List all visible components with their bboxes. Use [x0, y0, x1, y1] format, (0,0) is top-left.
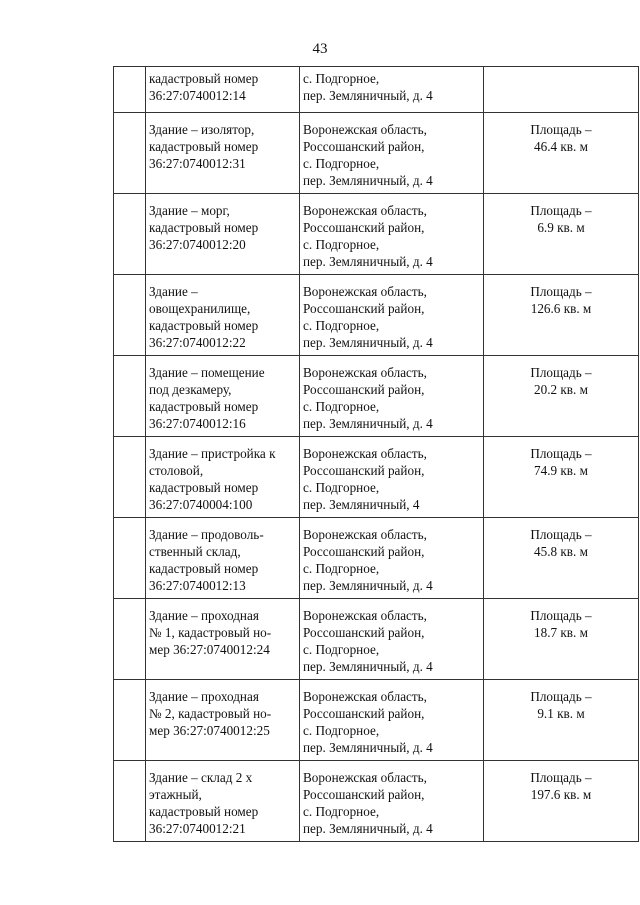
- address-line: Воронежская область,: [303, 527, 427, 542]
- object-name-line: Здание – проходная: [149, 608, 259, 623]
- object-name-line: Здание – изолятор,: [149, 122, 255, 137]
- address-cell: [300, 356, 484, 437]
- object-name-line: Здание – помещение: [149, 365, 265, 380]
- number-cell: [114, 194, 146, 275]
- address-line: пер. Земляничный, д. 4: [303, 659, 433, 674]
- area-line: Площадь –: [530, 122, 592, 137]
- address-line: Россошанский район,: [303, 787, 425, 802]
- property-table-body: [114, 67, 639, 842]
- table-row: [114, 194, 639, 275]
- address-line: Воронежская область,: [303, 446, 427, 461]
- address-cell: [300, 599, 484, 680]
- address-line: Воронежская область,: [303, 608, 427, 623]
- page-number: 43: [312, 41, 328, 57]
- object-name-line: под дезкамеру,: [149, 382, 232, 397]
- address-cell: [300, 518, 484, 599]
- area-line: Площадь –: [530, 527, 592, 542]
- object-name-cell: [146, 680, 300, 761]
- object-name-line: столовой,: [149, 463, 204, 478]
- area-cell: [484, 518, 639, 599]
- number-cell: [114, 275, 146, 356]
- address-line: пер. Земляничный, д. 4: [303, 740, 433, 755]
- address-line: с. Подгорное,: [303, 723, 380, 738]
- area-line: Площадь –: [530, 365, 592, 380]
- address-line: Россошанский район,: [303, 382, 425, 397]
- address-line: Россошанский район,: [303, 544, 425, 559]
- number-cell: [114, 113, 146, 194]
- area-cell: [484, 680, 639, 761]
- address-line: с. Подгорное,: [303, 561, 380, 576]
- area-cell: [484, 275, 639, 356]
- area-line: Площадь –: [530, 284, 592, 299]
- address-cell: [300, 680, 484, 761]
- object-name-line: 36:27:0740012:31: [149, 156, 246, 171]
- area-line: 74.9 кв. м: [534, 463, 588, 478]
- object-name-line: этажный,: [149, 787, 202, 802]
- table-row: [114, 437, 639, 518]
- address-cell: [300, 275, 484, 356]
- object-name-cell: [146, 275, 300, 356]
- area-cell: [484, 599, 639, 680]
- address-line: Россошанский район,: [303, 220, 425, 235]
- area-line: 18.7 кв. м: [534, 625, 588, 640]
- area-line: Площадь –: [530, 608, 592, 623]
- area-cell: [484, 437, 639, 518]
- table-row: [114, 518, 639, 599]
- object-name-line: 36:27:0740004:100: [149, 497, 253, 512]
- address-line: Россошанский район,: [303, 139, 425, 154]
- object-name-cell: [146, 518, 300, 599]
- area-line: Площадь –: [530, 203, 592, 218]
- address-line: Воронежская область,: [303, 365, 427, 380]
- object-name-line: Здание – морг,: [149, 203, 230, 218]
- area-line: 126.6 кв. м: [530, 301, 592, 316]
- number-cell: [114, 680, 146, 761]
- object-name-line: Здание –: [149, 284, 198, 299]
- object-name-cell: [146, 599, 300, 680]
- area-cell: [484, 67, 639, 113]
- address-line: с. Подгорное,: [303, 237, 380, 252]
- area-line: Площадь –: [530, 689, 592, 704]
- address-line: с. Подгорное,: [303, 480, 380, 495]
- area-cell: [484, 113, 639, 194]
- object-name-line: 36:27:0740012:22: [149, 335, 246, 350]
- object-name-line: кадастровый номер: [149, 139, 259, 154]
- address-line: пер. Земляничный, д. 4: [303, 335, 433, 350]
- address-line: Воронежская область,: [303, 122, 427, 137]
- address-line: Россошанский район,: [303, 301, 425, 316]
- address-line: с. Подгорное,: [303, 642, 380, 657]
- table-row: [114, 761, 639, 842]
- address-line: Воронежская область,: [303, 203, 427, 218]
- address-line: пер. Земляничный, д. 4: [303, 821, 433, 836]
- area-line: 6.9 кв. м: [537, 220, 585, 235]
- address-line: с. Подгорное,: [303, 318, 380, 333]
- address-line: Россошанский район,: [303, 706, 425, 721]
- object-name-line: кадастровый номер: [149, 71, 259, 86]
- object-name-cell: [146, 113, 300, 194]
- address-line: с. Подгорное,: [303, 156, 380, 171]
- table-row: [114, 599, 639, 680]
- object-name-line: 36:27:0740012:13: [149, 578, 246, 593]
- number-cell: [114, 356, 146, 437]
- address-line: с. Подгорное,: [303, 399, 380, 414]
- area-line: 9.1 кв. м: [537, 706, 585, 721]
- object-name-line: 36:27:0740012:20: [149, 237, 246, 252]
- address-cell: [300, 67, 484, 113]
- address-line: с. Подгорное,: [303, 71, 380, 86]
- area-line: 46.4 кв. м: [534, 139, 588, 154]
- address-line: Воронежская область,: [303, 284, 427, 299]
- object-name-cell: [146, 356, 300, 437]
- address-line: Россошанский район,: [303, 625, 425, 640]
- table-row: [114, 356, 639, 437]
- object-name-line: ственный склад,: [149, 544, 241, 559]
- area-line: Площадь –: [530, 446, 592, 461]
- table-row: [114, 680, 639, 761]
- object-name-line: кадастровый номер: [149, 318, 259, 333]
- address-line: пер. Земляничный, д. 4: [303, 578, 433, 593]
- area-line: Площадь –: [530, 770, 592, 785]
- object-name-line: овощехранилище,: [149, 301, 251, 316]
- area-line: 197.6 кв. м: [530, 787, 592, 802]
- object-name-cell: [146, 67, 300, 113]
- table-row: [114, 275, 639, 356]
- area-line: 45.8 кв. м: [534, 544, 588, 559]
- address-line: пер. Земляничный, д. 4: [303, 416, 433, 431]
- object-name-cell: [146, 194, 300, 275]
- property-table: [113, 66, 639, 842]
- number-cell: [114, 67, 146, 113]
- object-name-line: Здание – продоволь-: [149, 527, 264, 542]
- object-name-line: мер 36:27:0740012:25: [149, 723, 270, 738]
- area-line: 20.2 кв. м: [534, 382, 588, 397]
- address-cell: [300, 761, 484, 842]
- object-name-line: Здание – склад 2 х: [149, 770, 253, 785]
- address-line: пер. Земляничный, д. 4: [303, 88, 433, 103]
- object-name-line: 36:27:0740012:16: [149, 416, 246, 431]
- number-cell: [114, 437, 146, 518]
- object-name-line: кадастровый номер: [149, 480, 259, 495]
- table-row: [114, 67, 639, 113]
- object-name-line: кадастровый номер: [149, 804, 259, 819]
- object-name-line: Здание – пристройка к: [149, 446, 276, 461]
- object-name-line: кадастровый номер: [149, 399, 259, 414]
- object-name-line: мер 36:27:0740012:24: [149, 642, 270, 657]
- address-line: пер. Земляничный, д. 4: [303, 173, 433, 188]
- address-cell: [300, 113, 484, 194]
- number-cell: [114, 518, 146, 599]
- object-name-line: кадастровый номер: [149, 561, 259, 576]
- area-cell: [484, 194, 639, 275]
- address-line: Воронежская область,: [303, 689, 427, 704]
- object-name-cell: [146, 761, 300, 842]
- address-line: с. Подгорное,: [303, 804, 380, 819]
- table-row: [114, 113, 639, 194]
- area-cell: [484, 761, 639, 842]
- address-line: Россошанский район,: [303, 463, 425, 478]
- number-cell: [114, 599, 146, 680]
- object-name-line: № 2, кадастровый но-: [149, 706, 272, 721]
- address-cell: [300, 437, 484, 518]
- object-name-line: № 1, кадастровый но-: [149, 625, 272, 640]
- object-name-line: 36:27:0740012:21: [149, 821, 246, 836]
- area-cell: [484, 356, 639, 437]
- object-name-line: кадастровый номер: [149, 220, 259, 235]
- object-name-cell: [146, 437, 300, 518]
- object-name-line: 36:27:0740012:14: [149, 88, 246, 103]
- number-cell: [114, 761, 146, 842]
- address-cell: [300, 194, 484, 275]
- object-name-line: Здание – проходная: [149, 689, 259, 704]
- address-line: пер. Земляничный, д. 4: [303, 254, 433, 269]
- address-line: пер. Земляничный, 4: [303, 497, 420, 512]
- address-line: Воронежская область,: [303, 770, 427, 785]
